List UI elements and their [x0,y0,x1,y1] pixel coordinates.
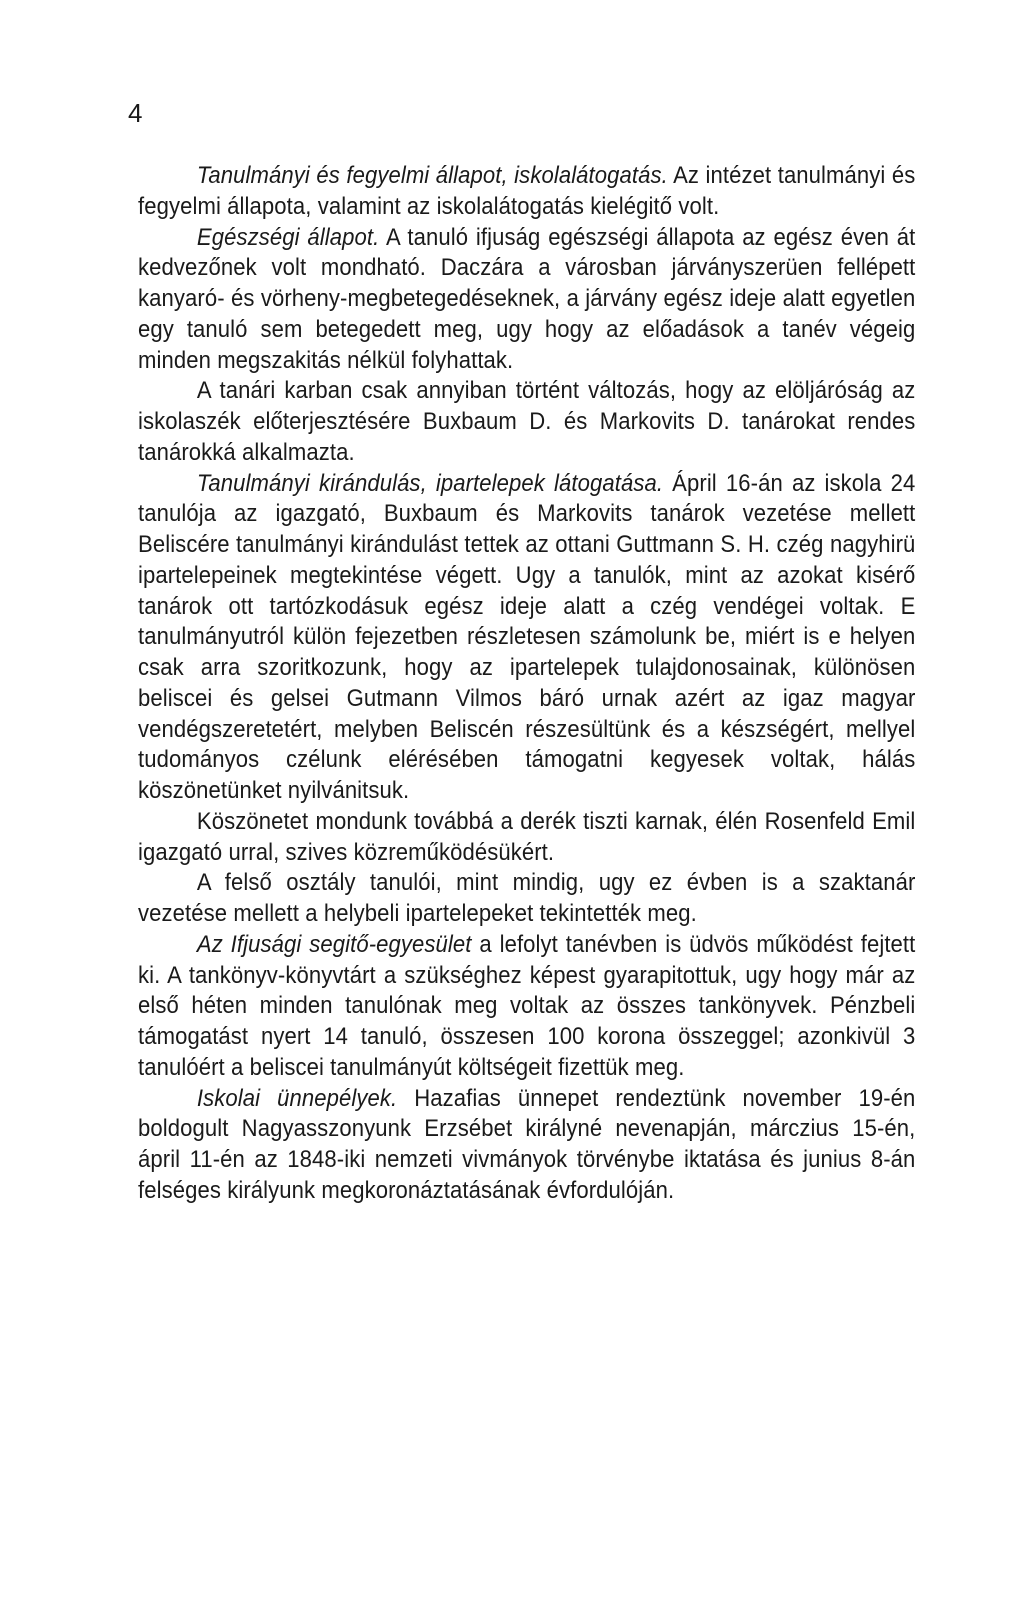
paragraph-text: A tanuló ifjuság egészségi állapota az egész éven át kedvezőnek volt mondható. Daczára a városban járványszerüen fellépett kanyaró- és vörheny-megbetegedéseknek, a járvány egész ideje alatt egyetlen egy tanuló sem betegedett meg, ugy hogy az előadások a tanév végeig minden megszakitás nélkül folyhattak. [138,223,916,374]
paragraph-text: a lefolyt tanévben is üdvös működést fejtett ki. A tankönyv-könyvtárt a szükséghez képest gyarapitottuk, ugy hogy már az első héten minden tanulónak meg voltak az összes tankönyvek. Pénzbeli támogatást nyert 14 tanuló, összesen 100 korona összeggel; azonkivül 3 tanulóért a beliscei tanulmányút költségeit fizettük meg. [138,930,916,1081]
paragraph-celebrations [138,1084,915,1207]
paragraph-study-discipline [138,161,915,223]
section-heading: Az Ifjusági segitő-egyesület [196,930,472,958]
section-heading: Tanulmányi és fegyelmi állapot, iskolalátogatás. [196,162,668,189]
paragraph-excursion [138,469,915,807]
paragraph-upper-class [138,868,915,930]
body-text [138,161,915,1207]
paragraph-text: A tanári karban csak annyiban történt változás, hogy az elöljáróság az iskolaszék előterjesztésére Buxbaum D. és Markovits D. tanárokat rendes tanárokká alkalmazta. [138,377,916,466]
paragraph-youth-association [138,930,915,1084]
paragraph-text: A felső osztály tanulói, mint mindig, ugy ez évben is a szaktanár vezetése mellett a helybeli ipartelepeket tekintették meg. [138,869,916,927]
section-heading: Iskolai ünnepélyek. [196,1084,398,1112]
paragraph-text: Az intézet tanulmányi és fegyelmi állapota, valamint az iskolalátogatás kielégitő volt. [138,162,916,220]
paragraph-health [138,223,915,377]
paragraph-text: Hazafias ünnepet rendeztünk november 19-én boldogult Nagyasszonyunk Erzsébet királyné nevenapján, márczius 15-én, ápril 11-én az 1848-iki nemzeti vivmányok törvénybe iktatása és junius 8-án felséges királyunk megkoronáztatásának évfordulóján. [138,1084,916,1204]
paragraph-text: Köszönetet mondunk továbbá a derék tiszti karnak, élén Rosenfeld Emil igazgató urral, szives közreműködésükért. [138,807,916,866]
paragraph-staff [138,376,915,468]
section-heading: Tanulmányi kirándulás, ipartelepek látogatása. [196,469,664,497]
paragraph-thanks [138,807,915,869]
section-heading: Egészségi állapot. [196,223,380,251]
page-number: 4 [128,98,143,128]
paragraph-text: Ápril 16-án az iskola 24 tanulója az igazgató, Buxbaum és Markovits tanárok vezetése mellett Beliscére tanulmányi kirándulást tettek az ottani Guttmann S. H. czég nagyhirü ipartelepeinek megtekintése végett. Ugy a tanulók, mint az azokat kisérő tanárok ott tartózkodásuk egész ideje alatt a czég vendégei voltak. E tanulmányutról külön fejezetben részletesen számolunk be, miért is e helyen csak arra szoritkozunk, hogy az ipartelepek tulajdonosainak, különösen beliscei és gelsei Gutmann Vilmos báró urnak azért az igaz magyar vendégszeretetért, melyben Beliscén részesültünk és a készségért, mellyel tudományos czélunk elérésében támogatni kegyesek voltak, hálás köszönetünket nyilvánitsuk. [138,469,916,804]
